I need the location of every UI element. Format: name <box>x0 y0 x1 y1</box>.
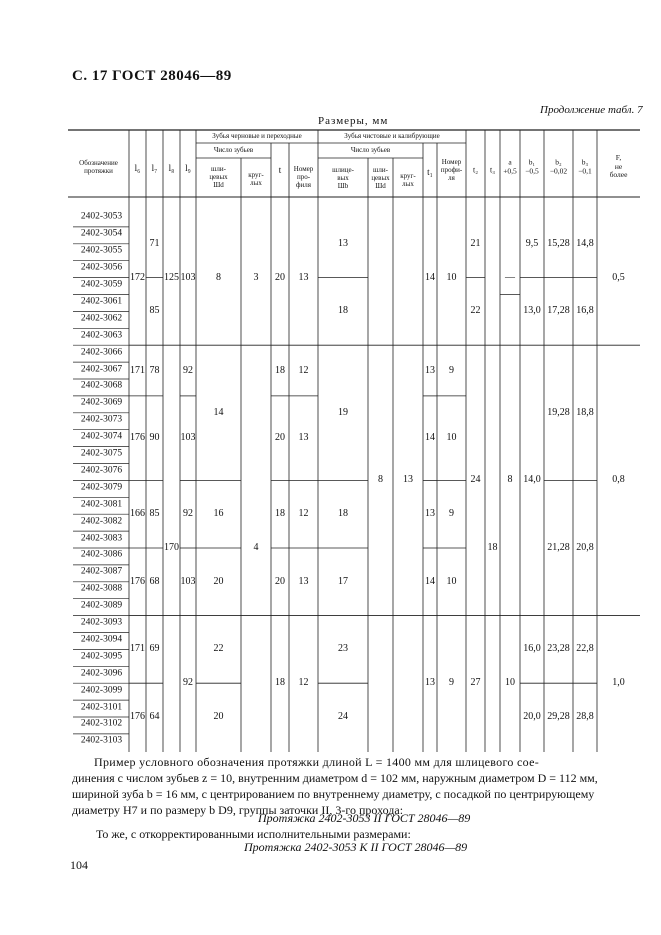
cell-t1: 13 <box>425 508 435 520</box>
row-designation: 2402-3059 <box>80 279 123 290</box>
cell-np: 13 <box>298 575 309 587</box>
header-rough-group: Зубья черновые и переходные <box>212 131 302 140</box>
cell-l9: 103 <box>180 575 196 587</box>
row-designation: 2402-3076 <box>80 465 123 476</box>
cell-t2: 27 <box>470 677 481 689</box>
cell-t: 20 <box>275 271 285 283</box>
row-designation: 2402-3069 <box>80 397 123 408</box>
cell-np2: 9 <box>449 364 454 376</box>
cell-np2: 9 <box>449 508 454 520</box>
row-designation: 2402-3082 <box>80 515 123 526</box>
cell-t2: 22 <box>470 305 481 317</box>
row-designation: 2402-3083 <box>80 532 123 543</box>
row-designation: 2402-3079 <box>80 482 123 493</box>
cell-sd: 14 <box>213 406 224 418</box>
cell-sb: 18 <box>338 305 348 317</box>
row-designation: 2402-3066 <box>80 346 123 357</box>
row-designation: 2402-3088 <box>80 583 123 594</box>
row-designation: 2402-3068 <box>80 380 123 391</box>
cell-b2: 21,28 <box>547 542 570 553</box>
cell-b3: 22,8 <box>576 643 594 655</box>
example-line-4: диаметру H7 и по размеру b D9, группы заточки II, 3-го прохода: <box>72 803 404 817</box>
header-b2: b₂ −0,02 <box>549 157 568 175</box>
header-b1: b₁ −0,5 <box>525 157 539 175</box>
cell-t1: 13 <box>425 677 435 689</box>
cell-t1: 14 <box>425 432 435 444</box>
row-designation: 2402-3086 <box>80 549 123 560</box>
cell-l7: 69 <box>149 643 160 655</box>
example-line-3: шириной зуба b = 16 мм, с центрированием по внутреннему диаметру, с посадкой по центрирующему <box>72 787 595 801</box>
cell-l6: 176 <box>130 432 145 444</box>
cell-l6: 176 <box>130 711 145 722</box>
row-designation: 2402-3081 <box>80 499 123 509</box>
cell-kr: 4 <box>253 542 259 553</box>
continuation-label: Продолжение табл. 7 <box>540 104 643 116</box>
cell-l7: 90 <box>149 432 160 444</box>
cell-f: 1,0 <box>612 677 625 689</box>
cell-l8: 125 <box>164 271 179 283</box>
row-designation: 2402-3094 <box>80 634 123 645</box>
header-f: F, не более <box>609 153 628 180</box>
cell-sb: 17 <box>338 575 348 587</box>
cell-t: 18 <box>275 508 285 520</box>
row-designation: 2402-3053 <box>80 211 123 222</box>
cell-sb: 13 <box>338 237 348 249</box>
cell-kr2: 13 <box>403 474 413 486</box>
cell-l6: 166 <box>130 508 145 520</box>
header-finish-spline-b: шлице- вых Шb <box>332 165 354 191</box>
cell-np: 13 <box>298 271 309 283</box>
cell-sb: 24 <box>338 711 348 722</box>
row-designation: 2402-3099 <box>80 684 123 695</box>
row-designation: 2402-3089 <box>80 600 123 611</box>
cell-kr: 3 <box>253 271 259 283</box>
row-designation: 2402-3061 <box>80 296 123 307</box>
header-t: t <box>278 164 282 175</box>
same-designation: Протяжка 2402-3053 К II ГОСТ 28046—89 <box>244 840 468 854</box>
cell-b3: 14,8 <box>576 237 594 249</box>
cell-sd: 22 <box>213 643 224 655</box>
row-designation: 2402-3067 <box>80 363 123 374</box>
cell-l7: 64 <box>149 711 160 722</box>
cell-np2: 10 <box>446 575 457 587</box>
cell-b3: 16,8 <box>576 305 594 317</box>
header-l9: l₉ <box>185 162 191 173</box>
header-a: a +0,5 <box>503 157 517 175</box>
cell-a: — <box>505 271 515 283</box>
example-designation: Протяжка 2402-3053 II ГОСТ 28046—89 <box>258 811 471 825</box>
row-designation: 2402-3073 <box>80 414 123 425</box>
cell-l7: 85 <box>149 508 160 520</box>
header-rough-spline: шли- цевых Шd <box>209 164 228 190</box>
cell-l6: 176 <box>130 575 145 587</box>
cell-f: 0,5 <box>612 271 625 283</box>
cell-sb: 19 <box>338 406 348 418</box>
header-finish-profile: Номер профи- ля <box>440 157 463 183</box>
cell-np2: 10 <box>446 271 457 283</box>
header-t1: t₁ <box>427 166 433 177</box>
cell-b2: 15,28 <box>547 237 570 249</box>
row-designation: 2402-3074 <box>80 431 123 442</box>
cell-l9: 103 <box>180 432 196 444</box>
example-line-1: Пример условного обозначения протяжки длиной L = 1400 мм для шлицевого сое- <box>94 755 539 769</box>
cell-b2: 17,28 <box>547 305 570 317</box>
row-designation: 2402-3093 <box>80 617 123 628</box>
header-rough-round: круг- лых <box>248 170 264 187</box>
cell-np: 12 <box>298 677 309 689</box>
cell-b1: 9,5 <box>525 237 539 249</box>
cell-l7: 68 <box>149 575 160 587</box>
row-designation: 2402-3055 <box>80 245 123 256</box>
header-t2: t₂ <box>472 165 479 175</box>
header-t3: t₃ <box>489 165 496 175</box>
row-designation: 2402-3062 <box>80 313 123 324</box>
cell-l6: 172 <box>130 271 145 283</box>
header-finish-count: Число зубьев <box>350 145 391 154</box>
row-designation: 2402-3096 <box>80 668 123 678</box>
cell-np2: 10 <box>446 432 457 444</box>
page-header: С. 17 ГОСТ 28046—89 <box>72 68 232 84</box>
header-l6: l₆ <box>134 162 141 173</box>
row-designation: 2402-3095 <box>80 651 123 662</box>
cell-b2: 29,28 <box>547 711 570 722</box>
cell-b2: 23,28 <box>547 643 570 655</box>
cell-sb: 18 <box>338 508 348 520</box>
cell-np: 12 <box>298 364 309 376</box>
cell-l7: 78 <box>149 364 160 376</box>
cell-b1: 20,0 <box>523 711 541 722</box>
cell-t2: 21 <box>470 237 481 249</box>
cell-t1: 13 <box>425 364 435 376</box>
cell-a: 8 <box>507 474 513 486</box>
cell-l9: 92 <box>183 364 193 376</box>
cell-np: 12 <box>298 508 309 520</box>
cell-l6: 171 <box>130 364 145 376</box>
example-line-2: динения с числом зубьев z = 10, внутренним диаметром d = 102 мм, наружным диаметром D = 112 мм, <box>72 771 598 785</box>
header-finish-group: Зубья чистовые и калибрующие <box>344 131 440 140</box>
cell-f: 0,8 <box>612 474 625 486</box>
cell-l9: 92 <box>183 677 193 689</box>
cell-b3: 18,8 <box>576 406 594 418</box>
cell-np: 13 <box>298 432 309 444</box>
cell-t: 20 <box>275 432 285 444</box>
cell-sd: 8 <box>216 271 221 283</box>
cell-l9: 92 <box>183 508 193 520</box>
row-designation: 2402-3101 <box>80 701 123 712</box>
row-designation: 2402-3087 <box>80 566 123 577</box>
cell-b3: 20,8 <box>576 542 594 553</box>
header-finish-spline-d: шли- цевых Шd <box>371 165 390 191</box>
cell-sd: 20 <box>213 575 224 587</box>
cell-b1: 16,0 <box>523 643 541 655</box>
cell-t2: 24 <box>470 474 481 486</box>
row-designation: 2402-3054 <box>80 228 123 239</box>
cell-l8: 170 <box>164 542 179 553</box>
header-designation: Обозначение протяжки <box>79 158 118 175</box>
header-l7: l₇ <box>151 162 158 173</box>
header-b3: b₃ −0,1 <box>578 157 592 175</box>
header-rough-count: Число зубьев <box>213 145 254 154</box>
cell-sb: 23 <box>338 643 348 655</box>
cell-l6: 171 <box>130 643 145 655</box>
cell-l7: 71 <box>149 237 160 249</box>
cell-b3: 28,8 <box>576 711 594 722</box>
cell-b2: 19,28 <box>547 406 570 418</box>
cell-b1: 13,0 <box>523 305 541 317</box>
cell-t1: 14 <box>425 271 435 283</box>
cell-sd: 20 <box>213 711 224 722</box>
header-finish-round: круг- лых <box>400 171 416 188</box>
row-designation: 2402-3103 <box>80 735 123 746</box>
page-number: 104 <box>70 858 88 872</box>
row-designation: 2402-3075 <box>80 448 123 459</box>
header-l8: l₈ <box>168 162 175 173</box>
row-designation: 2402-3063 <box>80 330 123 340</box>
cell-t: 20 <box>275 575 285 587</box>
cell-l7: 85 <box>149 305 160 317</box>
header-rough-profile: Номер про- филя <box>293 164 314 190</box>
cell-t3: 18 <box>487 542 498 553</box>
cell-t1: 14 <box>425 575 435 587</box>
same-text: То же, с откорректированными исполнительными размерами: <box>96 827 411 841</box>
table-title: Размеры, мм <box>318 115 389 127</box>
cell-a: 10 <box>505 677 515 689</box>
example-text <box>72 754 598 818</box>
row-designation: 2402-3102 <box>80 718 123 729</box>
cell-l9: 103 <box>180 271 196 283</box>
cell-sd: 16 <box>213 508 224 520</box>
row-designation: 2402-3056 <box>80 262 123 273</box>
cell-t: 18 <box>275 677 285 689</box>
cell-b1: 14,0 <box>523 474 541 486</box>
cell-t: 18 <box>275 364 285 376</box>
cell-np2: 9 <box>449 677 454 689</box>
cell-sd2: 8 <box>378 474 383 486</box>
